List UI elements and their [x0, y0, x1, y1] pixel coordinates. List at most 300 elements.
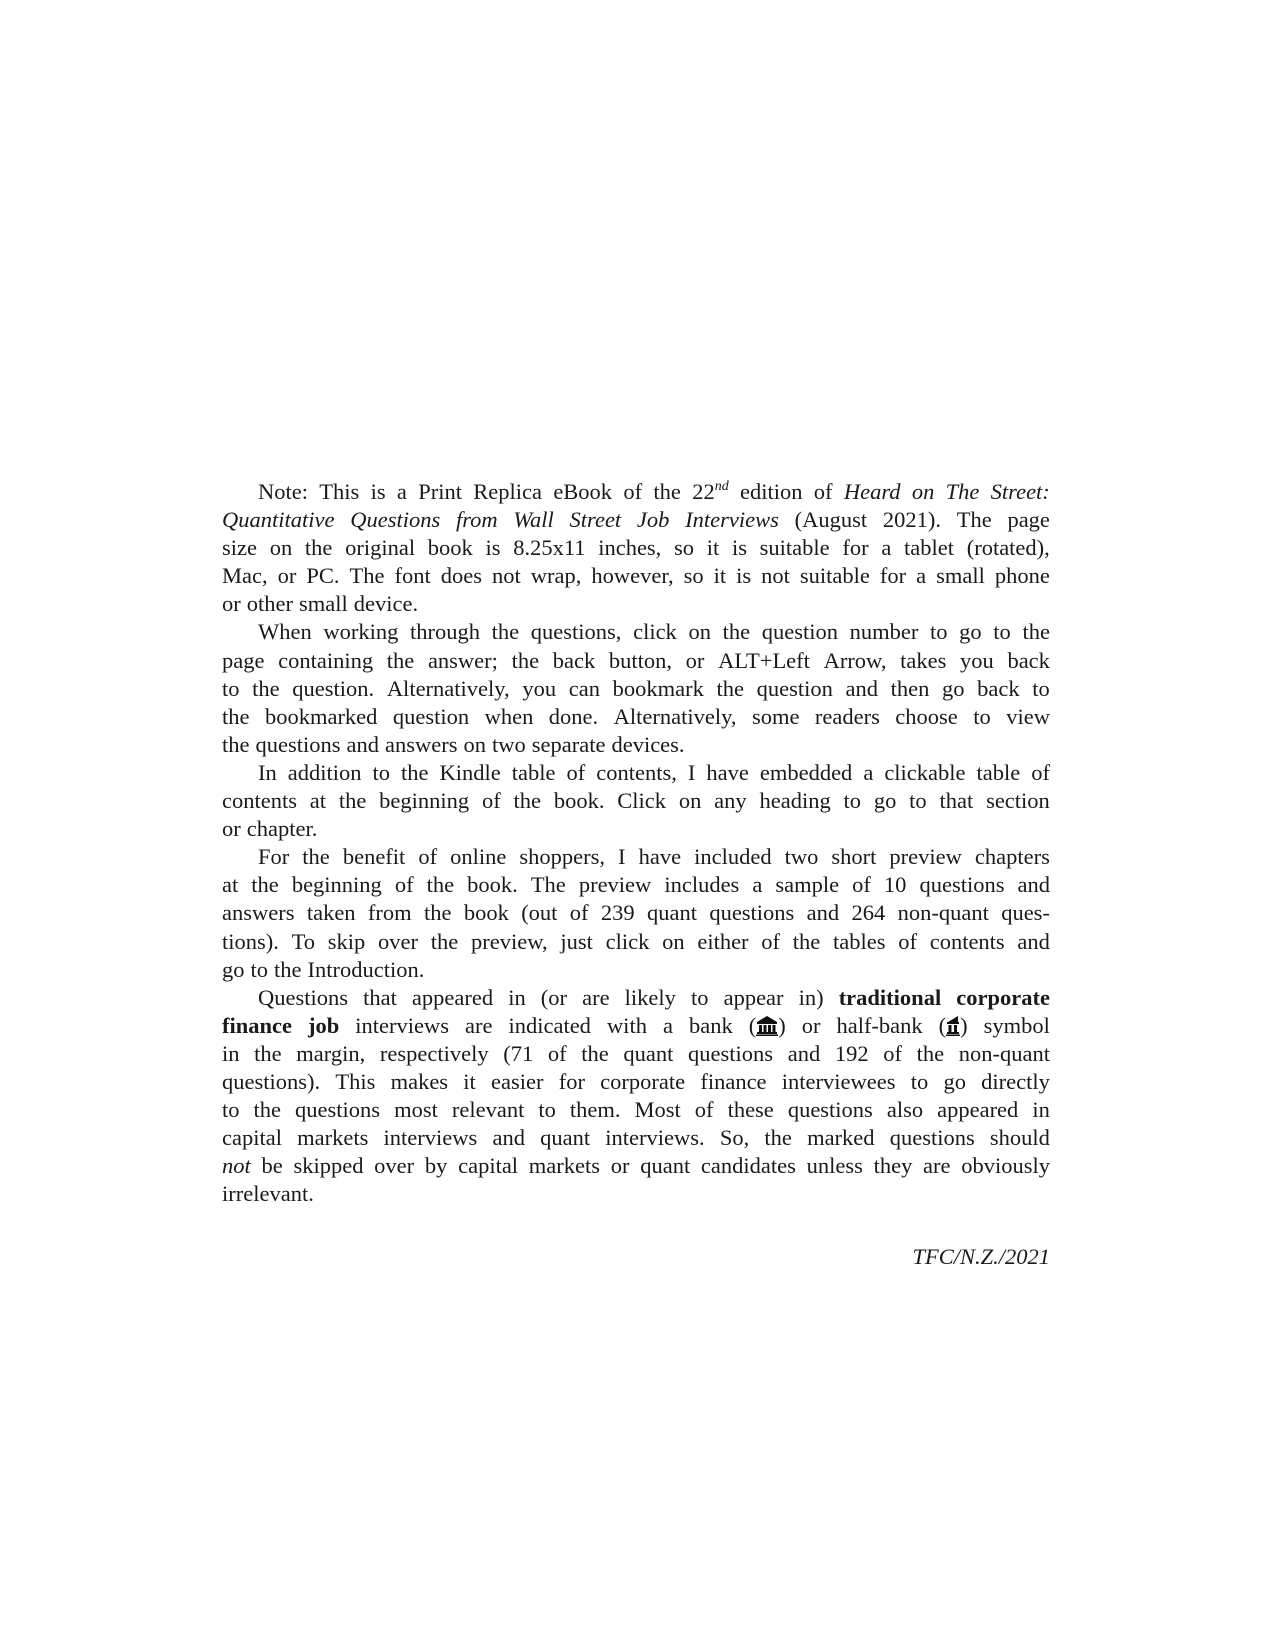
word: questions: [709, 900, 795, 926]
word: choose: [895, 703, 958, 729]
text-line: [222, 899, 1050, 927]
word: Questions: [258, 984, 348, 1010]
word: traditional: [838, 984, 942, 1010]
text-line: [222, 731, 1050, 759]
word: questions: [889, 1125, 975, 1151]
word: to: [843, 788, 862, 814]
word: so: [683, 563, 704, 589]
word: inches,: [598, 535, 662, 561]
word: (or: [540, 984, 568, 1010]
word: from: [367, 900, 412, 926]
word: go: [222, 956, 245, 982]
word: any: [714, 788, 747, 814]
word: question: [392, 703, 470, 729]
word: of: [761, 928, 781, 954]
word: of: [547, 1040, 567, 1066]
word: for: [879, 563, 907, 589]
word: to: [222, 675, 240, 701]
word: Quantitative: [222, 507, 335, 533]
word: or: [801, 1012, 821, 1038]
word: containing: [278, 647, 374, 673]
word: bookmark: [612, 675, 704, 701]
word: the: [513, 788, 542, 814]
word: separate: [531, 731, 606, 757]
word: the: [716, 675, 744, 701]
text-line: [222, 618, 1050, 646]
word: is: [736, 563, 752, 589]
word: ques-: [1001, 900, 1050, 926]
word: Questions: [350, 507, 441, 533]
word: size: [222, 535, 257, 561]
word: on: [269, 535, 293, 561]
word: for: [842, 535, 869, 561]
word: obviously: [961, 1153, 1050, 1179]
word: with: [606, 1012, 647, 1038]
word: unless: [806, 1153, 863, 1179]
word: I: [687, 759, 696, 785]
text-line: [222, 1152, 1050, 1180]
note-body: [222, 478, 1050, 1208]
word: back: [1007, 647, 1050, 673]
word: Wall: [513, 507, 554, 533]
word: (rotated),: [966, 535, 1050, 561]
word: book.: [553, 788, 605, 814]
word: taken: [306, 900, 356, 926]
word: The: [956, 507, 992, 533]
word: you: [960, 647, 994, 673]
word: To: [291, 928, 316, 954]
word: the: [722, 619, 751, 645]
word: (August: [794, 507, 868, 533]
word: capital: [458, 1153, 519, 1179]
word: wrap,: [530, 563, 582, 589]
word: section: [986, 788, 1050, 814]
text-line: [222, 506, 1050, 534]
text-line: [222, 1040, 1050, 1068]
text-line: [222, 590, 1050, 618]
text-line: [222, 956, 1050, 984]
word: answers: [385, 731, 458, 757]
word: devices.: [611, 731, 685, 757]
word: Note:: [258, 479, 308, 504]
half-bank-icon: [946, 1015, 960, 1035]
word: some: [751, 703, 800, 729]
word: I: [618, 844, 626, 870]
word: The: [349, 563, 385, 589]
word: or: [222, 591, 241, 617]
word: marked: [807, 1125, 875, 1151]
word: in): [798, 984, 824, 1010]
word: symbol: [983, 1012, 1050, 1038]
word: of: [883, 1040, 902, 1066]
word: does: [440, 563, 482, 589]
word: table: [511, 759, 556, 785]
word: indicated: [508, 1012, 591, 1038]
word: go: [942, 675, 965, 701]
word: the: [222, 703, 250, 729]
word: to: [372, 759, 391, 785]
word: of: [852, 872, 871, 898]
word: sample: [775, 872, 840, 898]
word: shoppers,: [519, 844, 606, 870]
text-line: [222, 1012, 1050, 1040]
word: Introduction.: [307, 956, 425, 982]
word: also: [886, 1097, 924, 1123]
word: a: [916, 563, 927, 589]
word: Alternatively,: [613, 703, 737, 729]
word: book: [463, 900, 509, 926]
word: finance: [700, 1068, 767, 1094]
word: online: [450, 844, 507, 870]
word: quant: [623, 1040, 674, 1066]
word: over: [378, 928, 419, 954]
word: the: [491, 619, 520, 645]
word: job: [308, 1012, 340, 1038]
text-line: [222, 534, 1050, 562]
word: corporate: [956, 984, 1050, 1010]
word: makes: [390, 1068, 449, 1094]
word: questions: [919, 872, 1005, 898]
word: Interviews: [685, 507, 779, 533]
word: not: [761, 563, 790, 589]
word: a: [662, 1012, 673, 1038]
word: appear: [723, 984, 784, 1010]
word: two: [492, 731, 526, 757]
word: and: [806, 900, 840, 926]
text-line: [222, 871, 1050, 899]
word: the: [1022, 619, 1050, 645]
word: to: [222, 1097, 240, 1123]
word: questions,: [530, 619, 622, 645]
word: of: [481, 788, 501, 814]
word: original: [345, 535, 416, 561]
word: contents,: [596, 759, 677, 785]
text-line: [222, 984, 1050, 1012]
word: phone: [994, 563, 1050, 589]
word: just: [560, 928, 593, 954]
word: Click: [617, 788, 667, 814]
word: or: [222, 816, 241, 842]
text-line: [222, 1096, 1050, 1124]
word: tions).: [222, 928, 279, 954]
word: go: [959, 619, 982, 645]
word: are: [582, 984, 610, 1010]
word: number: [849, 619, 919, 645]
word: chapters: [974, 844, 1050, 870]
word: preview: [889, 844, 962, 870]
word: have: [638, 844, 682, 870]
word: (71: [503, 1040, 534, 1066]
word: suitable: [799, 563, 870, 589]
word: PC.: [306, 563, 340, 589]
word: interviews: [383, 1125, 478, 1151]
word: For: [258, 844, 290, 870]
word: corporate: [600, 1068, 686, 1094]
word: question: [761, 619, 838, 645]
word: page: [222, 647, 265, 673]
word: margin,: [296, 1040, 366, 1066]
word: then: [890, 675, 930, 701]
word: in: [508, 984, 526, 1010]
word: in: [1032, 1097, 1050, 1123]
word: on: [911, 479, 935, 504]
word: 264: [851, 900, 886, 926]
word: and: [1017, 928, 1050, 954]
word: (out: [521, 900, 558, 926]
word: Print: [418, 479, 462, 504]
word: beginning: [379, 788, 470, 814]
word: the: [792, 928, 821, 954]
word: preview,: [471, 928, 548, 954]
word: the: [386, 647, 415, 673]
word: relevant: [451, 1097, 525, 1123]
word: 8.25x11: [513, 535, 586, 561]
word: ALT+Left: [718, 647, 810, 673]
word: the: [304, 535, 333, 561]
word: skip: [327, 928, 366, 954]
word: the: [424, 900, 452, 926]
word: to: [250, 956, 269, 982]
word: back: [552, 647, 596, 673]
word: quant: [646, 900, 697, 926]
word: done.: [548, 703, 599, 729]
word: it: [706, 535, 720, 561]
word: a: [396, 479, 407, 504]
word: at: [309, 788, 327, 814]
word: the: [302, 844, 330, 870]
word: skipped: [293, 1153, 364, 1179]
word: of: [623, 479, 643, 504]
word: by: [424, 1153, 448, 1179]
word: readers: [814, 703, 880, 729]
word: bookmarked: [264, 703, 378, 729]
word: tables: [833, 928, 886, 954]
word: contents: [222, 788, 297, 814]
word: from: [455, 507, 498, 533]
word: the: [511, 647, 540, 673]
word: to: [1032, 675, 1050, 701]
word: quant: [640, 1153, 691, 1179]
word: This: [335, 1068, 376, 1094]
word: it: [713, 563, 727, 589]
word: to: [930, 619, 948, 645]
word: In: [258, 759, 277, 785]
word: 10: [883, 872, 907, 898]
word: Arrow,: [823, 647, 887, 673]
word: the: [251, 872, 279, 898]
word: Heard: [843, 479, 901, 504]
word: over: [374, 1153, 415, 1179]
word: questions: [787, 1097, 873, 1123]
text-line: [222, 815, 1050, 843]
word: included: [694, 844, 772, 870]
word: questions: [688, 1040, 774, 1066]
word: of: [418, 844, 438, 870]
word: click: [605, 928, 650, 954]
word: and: [787, 1040, 821, 1066]
word: Alternatively,: [386, 675, 510, 701]
word: the: [254, 1040, 282, 1066]
word: bank: [688, 1012, 733, 1038]
word: most: [394, 1097, 438, 1123]
word: half-bank: [836, 1012, 923, 1038]
word: they: [873, 1153, 913, 1179]
text-line: [222, 1068, 1050, 1096]
text-line: [222, 787, 1050, 815]
word: When: [258, 619, 312, 645]
text-line: [222, 647, 1050, 675]
word: edition: [740, 479, 803, 504]
word: directly: [981, 1068, 1050, 1094]
word: to: [538, 1097, 556, 1123]
word: preview: [578, 872, 652, 898]
word: a: [881, 535, 892, 561]
word: to: [973, 703, 991, 729]
word: questions).: [222, 1068, 321, 1094]
word: the: [252, 675, 280, 701]
word: to: [993, 619, 1011, 645]
word: of: [566, 759, 586, 785]
word: can: [568, 675, 600, 701]
word: takes: [900, 647, 947, 673]
word: interviews.: [605, 1125, 705, 1151]
word: markets: [528, 1153, 601, 1179]
text-line: [222, 675, 1050, 703]
word: short: [831, 844, 877, 870]
word: the: [581, 1040, 609, 1066]
text-line: [222, 703, 1050, 731]
word: Replica: [473, 479, 543, 504]
word: questions: [295, 1097, 381, 1123]
word: Street:: [990, 479, 1050, 504]
word: either: [697, 928, 749, 954]
word: the: [430, 928, 459, 954]
word: be: [261, 1153, 283, 1179]
text-line: [222, 759, 1050, 787]
word: book.: [467, 872, 518, 898]
word: two: [784, 844, 819, 870]
word: device.: [353, 591, 419, 617]
word: question.: [292, 675, 375, 701]
word: in: [222, 1040, 240, 1066]
word: finance: [222, 1012, 292, 1038]
word: the: [426, 872, 455, 898]
word: 22nd: [692, 479, 729, 504]
word: and: [346, 731, 380, 757]
text-line: [222, 928, 1050, 956]
word: quant: [540, 1125, 591, 1151]
word: of: [1031, 759, 1050, 785]
word: go: [873, 788, 897, 814]
word: or: [277, 563, 297, 589]
word: to: [910, 1068, 929, 1094]
word: the: [764, 1125, 792, 1151]
word: or: [685, 647, 705, 673]
word: it: [463, 1068, 476, 1094]
word: a: [863, 759, 874, 785]
word: includes: [664, 872, 740, 898]
word: irrelevant.: [222, 1181, 314, 1207]
text-line: [222, 843, 1050, 871]
word: This: [319, 479, 360, 504]
word: page: [1007, 507, 1050, 533]
word: is: [485, 535, 501, 561]
word: or: [610, 1153, 630, 1179]
word: of: [569, 900, 589, 926]
word: the: [916, 1040, 945, 1066]
word: Mac,: [222, 563, 268, 589]
word: go: [943, 1068, 966, 1094]
word: table: [976, 759, 1021, 785]
word: The: [945, 479, 980, 504]
word: the: [338, 788, 367, 814]
word: non-quant: [897, 900, 989, 926]
word: benefit: [342, 844, 406, 870]
word: capital: [222, 1125, 282, 1151]
word: for: [558, 1068, 585, 1094]
word: embedded: [759, 759, 853, 785]
word: view: [1006, 703, 1050, 729]
word: non-quant: [958, 1040, 1050, 1066]
word: easier: [491, 1068, 544, 1094]
word: not: [492, 563, 521, 589]
word: on: [678, 788, 702, 814]
word: is: [731, 535, 747, 561]
word: of: [694, 1097, 714, 1123]
word: and: [845, 675, 878, 701]
word: candidates: [700, 1153, 796, 1179]
word: small: [298, 591, 348, 617]
word: these: [727, 1097, 774, 1123]
word: interviews: [355, 1012, 449, 1038]
word: click: [633, 619, 677, 645]
word: Job: [636, 507, 670, 533]
word: are: [923, 1153, 951, 1179]
text-line: [222, 478, 1050, 506]
word: that: [939, 788, 974, 814]
word: ( ): [748, 1012, 786, 1038]
word: interviewees: [781, 1068, 896, 1094]
word: them.: [569, 1097, 621, 1123]
text-line: [222, 562, 1050, 590]
word: on: [688, 619, 711, 645]
signature: TFC/N.Z./2021: [912, 1244, 1050, 1269]
word: should: [989, 1125, 1050, 1151]
word: so: [674, 535, 695, 561]
word: the: [401, 759, 429, 785]
word: book: [427, 535, 473, 561]
word: tablet: [904, 535, 954, 561]
word: appeared: [937, 1097, 1019, 1123]
word: is: [370, 479, 386, 504]
word: the: [253, 1097, 282, 1123]
word: at: [222, 872, 239, 898]
word: The: [530, 872, 566, 898]
word: chapter.: [246, 816, 318, 842]
word: Street: [569, 507, 622, 533]
word: questions: [255, 731, 341, 757]
word: 2021).: [882, 507, 941, 533]
word: suitable: [759, 535, 830, 561]
word: the: [653, 479, 681, 504]
word: Most: [634, 1097, 681, 1123]
word: So,: [719, 1125, 750, 1151]
word: likely: [624, 984, 676, 1010]
word: of: [898, 928, 917, 954]
word: through: [410, 619, 481, 645]
word: appeared: [411, 984, 494, 1010]
word: of: [813, 479, 833, 504]
